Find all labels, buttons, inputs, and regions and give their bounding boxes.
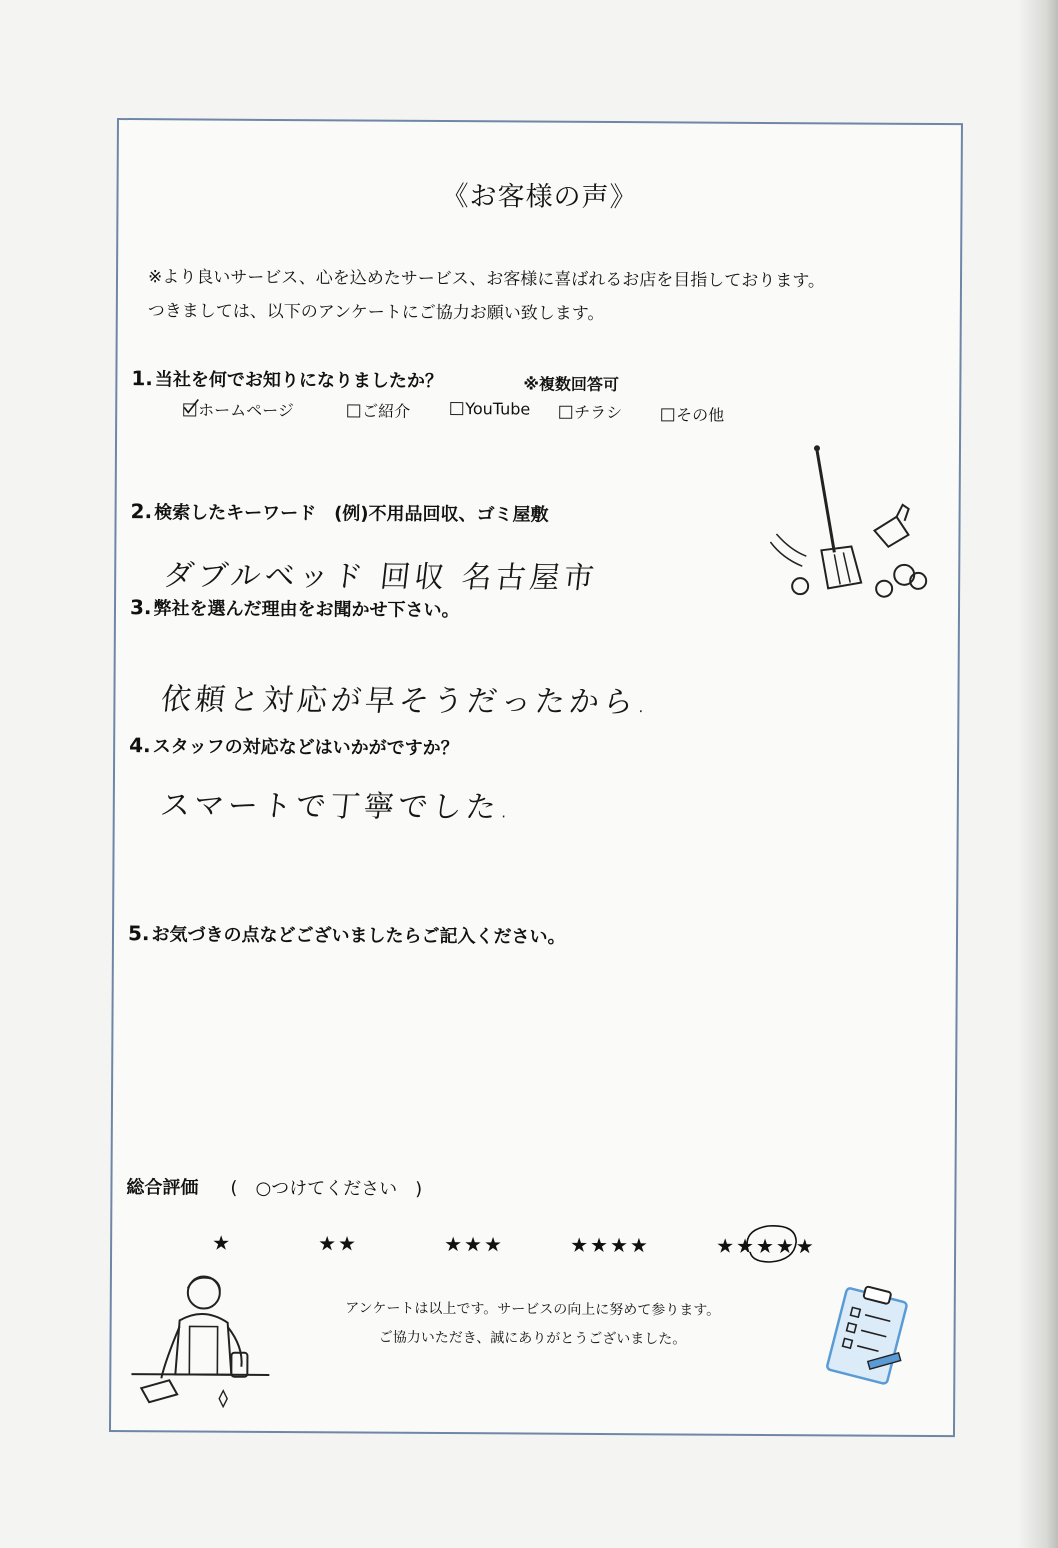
question-text: 当社を何でお知りになりましたか？ [154, 369, 443, 392]
multi-answer-note: ※複数回答可 [523, 374, 620, 395]
option-homepage[interactable]: ホームページ [183, 397, 294, 421]
question-number: 1. [131, 366, 153, 391]
question-4: 4. スタッフの対応などはいかがですか？ [129, 733, 459, 760]
question-5: 5. お気づきの点などございましたらご記入ください。 [127, 921, 566, 948]
checkbox[interactable] [661, 408, 674, 421]
checkmark-icon [182, 398, 200, 414]
rating-4-stars[interactable]: ★★★★ [570, 1232, 650, 1258]
rating-1-star[interactable]: ★ [212, 1230, 233, 1255]
answer-2-handwritten[interactable]: ダブルベッド 回収 名古屋市 [161, 558, 600, 596]
scan-edge [1018, 0, 1058, 1548]
intro-line-2: つきましては、以下のアンケートにご協力お願い致します。 [147, 301, 605, 324]
question-3: 3. 弊社を選んだ理由をお聞かせ下さい。 [129, 595, 460, 622]
option-youtube[interactable]: YouTube [450, 399, 530, 418]
checkbox[interactable] [559, 406, 572, 419]
broom-dustpan-icon [756, 442, 937, 603]
option-referral[interactable]: ご紹介 [347, 398, 410, 421]
selection-circle-icon [740, 1222, 802, 1266]
answer-5-area[interactable] [127, 960, 928, 1145]
intro-line-1: ※より良いサービス、心を込めたサービス、お客様に喜ばれるお店を目指しております。 [147, 267, 825, 292]
option-other[interactable]: その他 [661, 402, 724, 425]
closing-line-1: アンケートは以上です。サービスの向上に努めて参ります。 [345, 1300, 721, 1319]
rating-label: 総合評価 [126, 1177, 199, 1199]
option-flyer[interactable]: チラシ [559, 400, 622, 423]
question-1 [131, 365, 443, 393]
rating-5-stars-selected[interactable]: ★★★★★ [716, 1234, 816, 1259]
page-title: 《お客様の声》 [441, 180, 638, 214]
clipboard-checklist-icon [819, 1282, 920, 1393]
question-2: 2. 検索したキーワード (例)不用品回収、ゴミ屋敷 [130, 499, 549, 526]
closing-line-2: ご協力いただき、誠にありがとうございました。 [378, 1329, 687, 1348]
cleaning-staff-icon [131, 1270, 272, 1411]
checkbox[interactable] [347, 404, 360, 417]
checkbox-checked[interactable] [183, 403, 196, 416]
rating-2-stars[interactable]: ★★ [318, 1231, 359, 1256]
answer-4-handwritten[interactable]: スマートで丁寧でした. [158, 788, 516, 826]
rating-hint: ( ○つけてください ) [230, 1177, 423, 1200]
answer-3-handwritten[interactable]: 依頼と対応が早そうだったから. [159, 682, 653, 721]
rating-3-stars[interactable]: ★★★ [444, 1232, 504, 1257]
survey-sheet [109, 118, 963, 1437]
checkbox[interactable] [450, 402, 463, 415]
